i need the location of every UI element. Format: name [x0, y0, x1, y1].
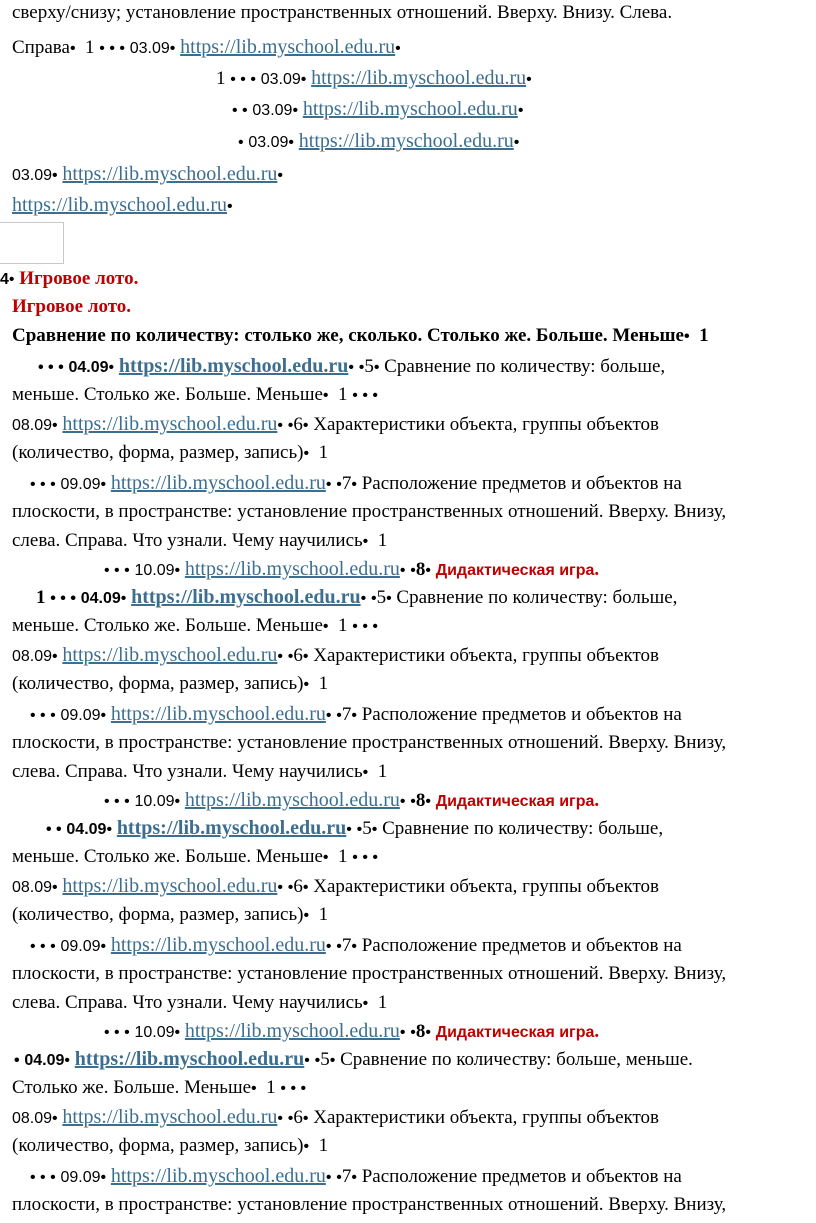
bullet: •	[287, 1110, 294, 1127]
lesson-number: 6	[293, 876, 303, 897]
bullet: •	[52, 417, 58, 434]
bullet: •	[302, 879, 309, 896]
bullet: •	[302, 1110, 309, 1127]
lesson-date: 10.09	[134, 1024, 175, 1041]
lesson-number: 8	[415, 1021, 426, 1042]
bullet: •	[526, 71, 532, 88]
lesson-date: 08.09	[12, 417, 53, 434]
lesson-title: слева. Справа. Что узнали. Чему научились	[12, 530, 363, 551]
lesson-date: 03.09	[248, 134, 289, 151]
bullet: •	[399, 1024, 406, 1041]
section-heading: Игровое лото.	[12, 296, 132, 317]
text-line	[12, 731, 726, 755]
text-line	[38, 354, 665, 380]
lesson-date: 10.09	[134, 793, 175, 810]
bullet: • • •	[99, 40, 125, 57]
lesson-title: плоскости, в пространстве: установление пространственных отношений. Вверху. Внизу,	[12, 1194, 727, 1215]
hours-count: 1	[318, 442, 329, 463]
lesson-title: Сравнение по количеству: больше,	[382, 818, 664, 839]
lesson-number: 7	[341, 935, 352, 956]
bullet: •	[277, 648, 284, 665]
text-line	[232, 97, 523, 123]
lesson-date: 09.09	[60, 1169, 101, 1186]
bullet: •	[362, 995, 369, 1012]
lesson-number: 7	[341, 473, 352, 494]
bullet: •	[325, 1169, 332, 1186]
bullet: •	[358, 359, 365, 376]
bullet: •	[251, 1080, 257, 1097]
bullet: •	[336, 938, 342, 955]
lesson-number: 6	[293, 414, 303, 435]
lesson-title: Сравнение по количеству: больше,	[384, 356, 666, 377]
bullet: •	[684, 328, 690, 345]
lesson-title: Расположение предметов и объектов на	[361, 473, 682, 494]
bullet: •	[362, 764, 369, 781]
text-line	[30, 702, 682, 728]
resource-link[interactable]: https://lib.myschool.edu.ru	[74, 1048, 305, 1070]
bullet: •	[360, 590, 367, 607]
bullet: •	[325, 707, 332, 724]
text-line	[12, 760, 387, 785]
lesson-title: меньше. Столько же. Больше. Меньше	[12, 615, 323, 636]
bullet: •	[277, 1110, 284, 1127]
bullet: • • •	[30, 1169, 56, 1186]
bullet: •	[351, 1169, 357, 1186]
hours-count: 1	[216, 68, 226, 89]
lesson-number: 6	[293, 1107, 303, 1128]
body-text: Справа	[12, 37, 70, 58]
resource-link[interactable]: https://lib.myschool.edu.ru	[302, 98, 518, 120]
lesson-title: (количество, форма, размер, запись)	[12, 904, 304, 925]
resource-link[interactable]: https://lib.myschool.edu.ru	[62, 644, 278, 666]
section-heading: Дидактическая игра	[435, 793, 595, 810]
empty-table-cell	[0, 222, 64, 264]
bullet: •	[371, 821, 378, 838]
resource-link[interactable]: https://lib.myschool.edu.ru	[110, 934, 326, 956]
bullet: •	[322, 849, 329, 866]
lesson-number: 7	[341, 704, 352, 725]
text-line	[46, 816, 663, 842]
bullet: •	[303, 1138, 310, 1155]
resource-link[interactable]: https://lib.myschool.edu.ru	[62, 1106, 278, 1128]
bullet: •	[410, 793, 416, 810]
text-line	[30, 471, 682, 497]
lesson-number: 5	[364, 356, 374, 377]
hours-count: 1	[377, 530, 388, 551]
bullet: •	[348, 359, 354, 376]
bullet: •	[322, 387, 329, 404]
bullet: • • •	[280, 1080, 307, 1097]
bullet: • • •	[50, 590, 76, 607]
text-line: • • • 10.09• https://lib.myschool.edu.ru• •8• Дидактическая игра.	[104, 1020, 600, 1042]
bullet: •	[351, 938, 357, 955]
text-line	[12, 35, 401, 61]
text-line	[12, 529, 387, 554]
resource-link[interactable]: https://lib.myschool.edu.ru	[62, 413, 278, 435]
bullet: •	[64, 1052, 71, 1069]
bullet: •	[287, 879, 294, 896]
bullet: • • •	[104, 1024, 130, 1041]
lesson-date: 10.09	[134, 562, 175, 579]
lesson-date: 09.09	[60, 707, 101, 724]
lesson-date: 03.09	[260, 71, 301, 88]
bullet: • •	[232, 102, 248, 119]
bullet: •	[302, 417, 309, 434]
text-line	[12, 162, 283, 188]
text-line	[12, 295, 131, 319]
hours-count: 1	[338, 846, 348, 867]
resource-link[interactable]: https://lib.myschool.edu.ru	[298, 130, 514, 152]
lesson-title: Характеристики объекта, группы объектов	[313, 876, 660, 897]
bullet: • • •	[230, 71, 256, 88]
text-line	[12, 672, 328, 697]
hours-count: 1	[699, 325, 709, 346]
text-line	[14, 1047, 693, 1073]
text-line	[12, 324, 709, 349]
bullet: •	[287, 417, 294, 434]
bullet: •	[277, 417, 284, 434]
bullet: •	[513, 134, 520, 151]
lesson-number: 4	[0, 271, 9, 288]
bullet: •	[351, 707, 357, 724]
text-line	[12, 412, 659, 438]
bullet: •	[69, 40, 76, 57]
bullet: •	[425, 793, 431, 810]
resource-link[interactable]: https://lib.myschool.edu.ru	[116, 817, 347, 839]
resource-link[interactable]: https://lib.myschool.edu.ru	[110, 1165, 326, 1187]
bullet: •	[336, 1169, 342, 1186]
bullet: •	[322, 618, 329, 635]
resource-link[interactable]: https://lib.myschool.edu.ru	[311, 67, 527, 89]
bullet: •	[395, 40, 401, 57]
text-line	[12, 1076, 306, 1101]
hours-count: 1	[318, 673, 329, 694]
text-line	[12, 903, 328, 928]
lesson-number: 8	[415, 559, 426, 580]
text-line	[12, 614, 378, 639]
bullet: •	[292, 102, 299, 119]
text-line	[12, 845, 378, 870]
text-line	[12, 643, 659, 669]
lesson-number: 5	[376, 587, 387, 608]
lesson-title: (количество, форма, размер, запись)	[12, 442, 304, 463]
resource-link[interactable]: https://lib.myschool.edu.ru	[118, 355, 349, 377]
hours-count: 1	[377, 992, 388, 1013]
bullet: •	[169, 40, 176, 57]
section-heading: Дидактическая игра	[435, 562, 595, 579]
hours-count: 1	[85, 37, 95, 58]
text-line	[12, 383, 378, 408]
bullet: •	[52, 648, 58, 665]
lesson-date: 04.09	[66, 821, 107, 838]
text-line	[238, 129, 519, 155]
bullet: •	[425, 1024, 431, 1041]
lesson-title: слева. Справа. Что узнали. Чему научились	[12, 761, 363, 782]
bullet: •	[356, 821, 363, 838]
bullet: •	[351, 476, 357, 493]
lesson-title: плоскости, в пространстве: установление пространственных отношений. Вверху. Внизу,	[12, 963, 727, 984]
bullet: •	[120, 590, 127, 607]
text-line	[12, 1, 672, 25]
bullet: •	[174, 1024, 181, 1041]
lesson-date: 04.09	[80, 590, 121, 607]
text-line	[12, 1134, 328, 1159]
lesson-title: Расположение предметов и объектов на	[361, 935, 682, 956]
hours-count: 1	[36, 587, 46, 608]
bullet: •	[373, 359, 380, 376]
bullet: •	[52, 1110, 58, 1127]
lesson-date: 03.09	[129, 40, 170, 57]
text-line	[12, 962, 726, 986]
bullet: • • •	[38, 359, 64, 376]
text-line	[30, 1164, 682, 1190]
bullet: •	[325, 476, 332, 493]
bullet: • • •	[104, 562, 130, 579]
bullet: •	[336, 707, 342, 724]
bullet: •	[52, 167, 58, 184]
resource-link[interactable]: https://lib.myschool.edu.ru	[184, 789, 400, 811]
text-line: • • • 10.09• https://lib.myschool.edu.ru• •8• Дидактическая игра.	[104, 789, 600, 811]
hours-count: 1	[318, 904, 329, 925]
lesson-title: плоскости, в пространстве: установление пространственных отношений. Вверху. Внизу,	[12, 501, 727, 522]
lesson-heading: Сравнение по количеству: столько же, сколько. Столько же. Больше. Меньше	[12, 325, 684, 346]
text-line	[12, 991, 387, 1016]
bullet: •	[303, 907, 310, 924]
text-line	[36, 585, 677, 611]
bullet: • • •	[352, 849, 378, 866]
lesson-title: Характеристики объекта, группы объектов	[313, 645, 660, 666]
lesson-title: Расположение предметов и объектов на	[361, 1166, 682, 1187]
bullet: •	[304, 1052, 310, 1069]
bullet: •	[425, 562, 431, 579]
bullet: •	[362, 533, 369, 550]
bullet: •	[399, 793, 406, 810]
resource-link[interactable]: https://lib.myschool.edu.ru	[110, 703, 326, 725]
text-line: • • • 10.09• https://lib.myschool.edu.ru• •8• Дидактическая игра.	[104, 558, 600, 580]
lesson-title: Столько же. Больше. Меньше	[12, 1077, 252, 1098]
bullet: •	[303, 676, 310, 693]
lesson-title: Расположение предметов и объектов на	[361, 704, 682, 725]
section-heading: Дидактическая игра	[435, 1024, 595, 1041]
resource-link[interactable]: https://lib.myschool.edu.ru	[12, 194, 227, 216]
bullet: • • •	[30, 938, 56, 955]
bullet: •	[288, 134, 295, 151]
hours-count: 1	[318, 1135, 329, 1156]
bullet: •	[238, 134, 244, 151]
bullet: • • •	[352, 618, 378, 635]
lesson-date: 08.09	[12, 879, 53, 896]
text-line	[30, 933, 682, 959]
bullet: • • •	[104, 793, 130, 810]
lesson-title: Сравнение по количеству: больше,	[396, 587, 678, 608]
text-line	[12, 874, 659, 900]
lesson-date: 04.09	[68, 359, 109, 376]
lesson-title: Сравнение по количеству: больше, меньше.	[340, 1049, 693, 1070]
bullet: •	[346, 821, 352, 838]
hours-count: 1	[338, 384, 348, 405]
bullet: •	[100, 707, 107, 724]
bullet: • • •	[30, 476, 56, 493]
resource-link[interactable]: https://lib.myschool.edu.ru	[110, 472, 326, 494]
text-line	[12, 1193, 726, 1217]
bullet: •	[399, 562, 406, 579]
resource-link[interactable]: https://lib.myschool.edu.ru	[184, 1020, 400, 1042]
bullet: •	[329, 1052, 336, 1069]
bullet: •	[14, 1052, 20, 1069]
bullet: •	[227, 198, 233, 215]
bullet: •	[517, 102, 524, 119]
resource-link[interactable]: https://lib.myschool.edu.ru	[62, 875, 278, 897]
lesson-title: меньше. Столько же. Больше. Меньше	[12, 384, 323, 405]
bullet: • • •	[352, 387, 378, 404]
text-line	[12, 193, 233, 219]
lesson-date: 09.09	[60, 938, 101, 955]
hours-count: 1	[266, 1077, 276, 1098]
bullet: •	[100, 938, 107, 955]
lesson-title: (количество, форма, размер, запись)	[12, 1135, 304, 1156]
bullet: •	[277, 879, 284, 896]
lesson-title: (количество, форма, размер, запись)	[12, 673, 304, 694]
bullet: •	[410, 1024, 416, 1041]
bullet: • • •	[30, 707, 56, 724]
lesson-title: Характеристики объекта, группы объектов	[313, 414, 660, 435]
bullet: •	[277, 167, 284, 184]
section-heading: Игровое лото.	[19, 268, 139, 289]
resource-link[interactable]: https://lib.myschool.edu.ru	[180, 36, 396, 58]
text-line	[12, 441, 328, 466]
lesson-title: слева. Справа. Что узнали. Чему научились	[12, 992, 363, 1013]
lesson-title: Характеристики объекта, группы объектов	[313, 1107, 660, 1128]
resource-link[interactable]: https://lib.myschool.edu.ru	[184, 558, 400, 580]
resource-link[interactable]: https://lib.myschool.edu.ru	[131, 586, 361, 608]
bullet: •	[370, 590, 377, 607]
bullet: •	[300, 71, 307, 88]
bullet: •	[106, 821, 113, 838]
lesson-number: 7	[341, 1166, 352, 1187]
text-line	[216, 66, 532, 92]
lesson-date: 03.09	[252, 102, 293, 119]
bullet: •	[314, 1052, 321, 1069]
lesson-number: 5	[362, 818, 372, 839]
lesson-number: 5	[320, 1049, 330, 1070]
lesson-title: меньше. Столько же. Больше. Меньше	[12, 846, 323, 867]
bullet: •	[386, 590, 392, 607]
bullet: •	[52, 879, 58, 896]
hours-count: 1	[377, 761, 388, 782]
text-line	[12, 500, 726, 524]
bullet: •	[336, 476, 342, 493]
lesson-date: 09.09	[60, 476, 101, 493]
text-line	[12, 1105, 659, 1131]
bullet: •	[325, 938, 332, 955]
bullet: •	[302, 648, 309, 665]
lesson-date: 08.09	[12, 1110, 53, 1127]
lesson-date: 04.09	[24, 1052, 65, 1069]
body-text: сверху/снизу; установление пространственных отношений. Вверху. Внизу. Слева.	[12, 2, 673, 23]
bullet: •	[108, 359, 115, 376]
bullet: •	[287, 648, 294, 665]
bullet: •	[410, 562, 416, 579]
bullet: •	[174, 562, 181, 579]
lesson-date: 03.09	[12, 167, 53, 184]
resource-link[interactable]: https://lib.myschool.edu.ru	[62, 163, 278, 185]
bullet: •	[174, 793, 181, 810]
lesson-title: плоскости, в пространстве: установление пространственных отношений. Вверху. Внизу,	[12, 732, 727, 753]
lesson-number: 8	[415, 790, 426, 811]
bullet: •	[100, 476, 107, 493]
lesson-date: 08.09	[12, 648, 53, 665]
bullet: •	[8, 271, 15, 288]
text-line	[0, 267, 138, 292]
lesson-number: 6	[293, 645, 303, 666]
hours-count: 1	[338, 615, 348, 636]
bullet: •	[303, 445, 310, 462]
bullet: • •	[46, 821, 62, 838]
bullet: •	[100, 1169, 107, 1186]
